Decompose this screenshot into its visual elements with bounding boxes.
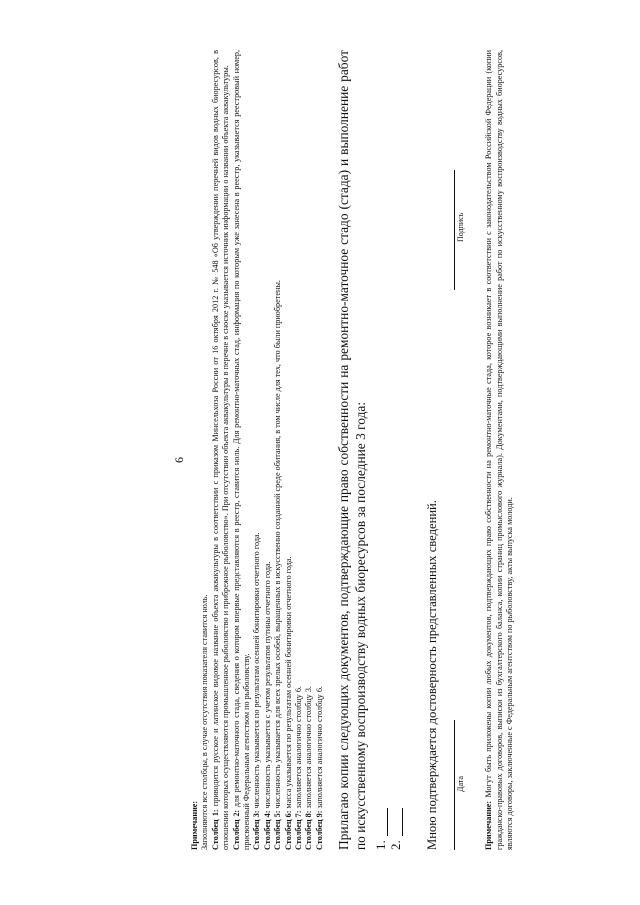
column-note-text: заполняется аналогично столбцу 6. [294,686,304,809]
document-item-blank[interactable] [375,808,388,836]
confirmation-statement: Мною подтверждается достоверность представленных сведений. [425,500,440,850]
document-item-number: 2. [388,840,404,850]
page-content [190,50,516,850]
column-note-label: Столбец 1: [210,809,220,850]
final-note-text: Могут быть приложены копии любых документов, подтверждающих право собственности на ремонтно-маточные стада, которое возникает в соответствии с законодательством Российской Федерации (копии гражданско-правовых договоров, выписки из бухгалтерского баланса, копии страниц промыслового журнала). Документами, подтверждающими выполнение работ по искусственному воспроизводству водных биоресурсов, являются договоры, заключенные с Федеральным агентством по рыболовству, акты выпуска молоди. [484,50,515,850]
final-note-label: Примечание: [484,800,494,850]
documents-heading: Прилагаю копии следующих документов, подтверждающие право собственности на ремонтно-маточное стадо (стада) и выполнение работ по искусственному воспроизводству водных биоресурсов за последние 3 года: [336,50,369,850]
column-note-text: численность указывается с учетом результатов путины отчетного года. [262,561,272,809]
column-note-6 [284,50,294,850]
column-note-label: Столбец 8: [304,810,314,850]
column-note-text: численность указывается для всех зрелых особей, выращенных в искусственно созданной среде обитания, в том числе для тех, что были приобретены. [273,280,283,809]
column-note-label: Столбец 4: [262,810,272,850]
column-note-label: Столбец 7: [294,810,304,850]
column-note-8 [304,50,314,850]
document-item-number: 1. [373,840,389,850]
column-note-label: Столбец 5: [273,810,283,850]
documents-list [373,50,403,850]
column-note-5 [273,50,283,850]
column-note-text: для ремонтно-маточного стада, сведения о котором впервые представляются в реестр, ставится ноль. Для ремонтно-маточных стад, информация по которым уже занесена в реестр, указывается реестровый номер, присвоенный Федеральным агентством по рыболовству. [231,49,252,850]
column-note-label: Столбец 6: [283,810,293,850]
final-note [484,50,515,850]
column-note-2 [232,50,253,850]
document-item-blank[interactable] [390,808,403,836]
date-line[interactable] [454,720,455,850]
column-note-7 [294,50,304,850]
column-note-text: масса указывается по результатам осенней бонитировки отчетного года. [283,556,293,809]
signature-caption: Подпись [456,212,466,242]
signature-row [446,50,476,850]
signature-line[interactable] [454,170,455,290]
column-note-label: Столбец 9: [314,810,324,850]
page-number: 6 [172,457,186,463]
note-intro: Заполняются все столбцы, в случае отсутствия показателя ставится ноль. [200,594,210,850]
document-item-2 [388,50,403,850]
date-caption: Дата [456,776,466,792]
column-note-text: численность указывается по результатам осенней бонитировки отчетного года. [252,532,262,809]
column-note-9 [315,50,325,850]
column-note-label: Столбец 3: [252,810,262,850]
column-note-4 [263,50,273,850]
column-note-text: заполняется аналогично столбцу 3. [304,686,314,809]
column-note-text: приводится русское и латинское видовое название объекта аквакультуры в соответствии с приказом Минсельхоза России от 16 октября 2012 г. № 548 «Об утверждении перечней видов водных биоресурсов, в отношении которых осуществляются промышленное рыболовство и прибрежное рыболовство». При отсутствии объекта аквакультуры в перечне в сноске указывается источник информации о названии объекта аквакультуры. [210,50,231,850]
column-note-3 [252,50,262,850]
column-note-text: заполняется аналогично столбцу 6. [314,686,324,809]
column-note-1 [211,50,232,850]
note-heading: Примечание: [190,800,199,850]
column-note-label: Столбец 2: [231,809,241,850]
notes-block [190,50,325,850]
document-item-1 [373,50,388,850]
